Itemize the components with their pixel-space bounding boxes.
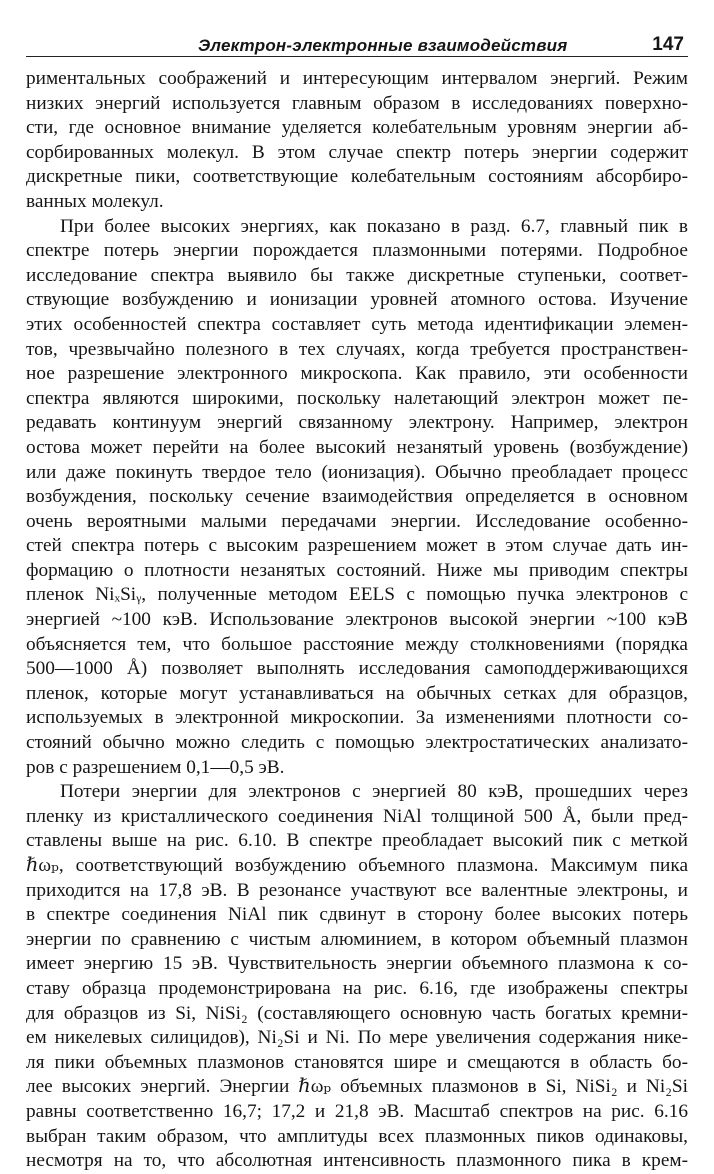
text-line: энергии по сравнению с чистым алюминием, в котором объемный плазмон xyxy=(26,928,688,950)
running-title: Электрон-электронные взаимодействия xyxy=(198,36,568,55)
text-line: пленку из кристаллического соединения NiAl толщиной 500 Å, были пред- xyxy=(26,805,688,827)
text-line: ное разрешение электронного микроскопа. Как правило, эти особенности xyxy=(26,363,688,385)
text-line: используемых в электронной микроскопии. За изменениями плотности со- xyxy=(26,707,688,729)
text-line: для образцов из Si, NiSi₂ (составляющего основную часть богатых кремни- xyxy=(26,1002,688,1024)
text-line: или даже покинуть твердое тело (ионизация). Обычно преобладает процесс xyxy=(26,461,688,483)
body-text xyxy=(26,67,688,1174)
text-line: ставу образца продемонстрирована на рис. 6.16, где изображены спектры xyxy=(26,977,688,999)
paragraph-1 xyxy=(26,67,688,215)
text-line: стей спектра потерь с высоким разрешением может в этом случае дать ин- xyxy=(26,535,688,557)
text-line: ствующие возбуждению и ионизации уровней атомного остова. Изучение xyxy=(26,289,688,311)
text-line: дискретные пики, соответствующие колебательным состояниям абсорбиро- xyxy=(26,166,688,188)
text-line: 500—1000 Å) позволяет выполнять исследования самоподдерживающихся xyxy=(26,658,688,680)
page-header xyxy=(26,34,688,57)
text-line: ставлены выше на рис. 6.10. В спектре преобладает высокий пик с меткой xyxy=(26,830,688,852)
text-line: низких энергий используется главным образом в исследованиях поверхно- xyxy=(26,92,688,114)
text-line: лее высоких энергий. Энергии ℏωₚ объемных плазмонов в Si, NiSi₂ и Ni₂Si xyxy=(26,1076,688,1098)
text-line: ванных молекул. xyxy=(26,190,164,212)
text-line: выбран таким образом, что амплитуды всех плазмонных пиков одинаковы, xyxy=(26,1125,688,1147)
text-line: энергией ~100 кэВ. Использование электронов высокой энергии ~100 кэВ xyxy=(26,609,688,631)
text-line: имеет энергию 15 эВ. Чувствительность энергии объемного плазмона к со- xyxy=(26,953,688,975)
paragraph-2 xyxy=(26,215,688,781)
text-line: спектра являются широкими, поскольку налетающий электрон может пе- xyxy=(26,387,688,409)
text-line: возбуждения, поскольку сечение взаимодействия определяется в основном xyxy=(26,486,688,508)
text-line: риментальных соображений и интересующим интервалом энергий. Режим xyxy=(26,68,688,89)
text-line: ℏωₚ, соответствующий возбуждению объемного плазмона. Максимум пика xyxy=(26,855,688,876)
text-line: спектре потерь энергии порождается плазмонными потерями. Подробное xyxy=(26,240,688,262)
text-line: очень вероятными малыми передачами энергии. Исследование особенно- xyxy=(26,510,688,532)
text-line: в спектре соединения NiAl пик сдвинут в сторону более высоких потерь xyxy=(26,904,688,926)
text-line: ля пики объемных плазмонов становятся шире и смещаются в область бо- xyxy=(26,1051,688,1073)
text-line: несмотря на то, что абсолютная интенсивность плазмонного пика в крем- xyxy=(26,1150,688,1172)
page-number: 147 xyxy=(652,34,684,55)
text-line: этих особенностей спектра составляет суть метода идентификации элемен- xyxy=(26,313,688,335)
text-line: тов, чрезвычайно полезного в тех случаях, когда требуется пространствен- xyxy=(26,338,688,360)
text-line: остова может перейти на более высокий незанятый уровень (возбуждение) xyxy=(26,436,688,458)
text-line: объясняется тем, что большое расстояние между столкновениями (порядка xyxy=(26,633,688,655)
text-line: сти, где основное внимание уделяется колебательным уровням энергии аб- xyxy=(26,117,688,139)
text-line: сорбированных молекул. В этом случае спектр потерь энергии содержит xyxy=(26,141,688,163)
text-line: исследование спектра выявило бы также дискретные ступеньки, соответ- xyxy=(26,264,688,286)
text-line: равны соответственно 16,7; 17,2 и 21,8 эВ. Масштаб спектров на рис. 6.16 xyxy=(26,1100,688,1122)
text-line: стояний обычно можно следить с помощью электростатических анализато- xyxy=(26,732,688,754)
text-line: Потери энергии для электронов с энергией 80 кэВ, прошедших через xyxy=(60,781,688,803)
text-line: пленок, которые могут устанавливаться на обычных сетках для образцов, xyxy=(26,682,688,704)
text-line: При более высоких энергиях, как показано в разд. 6.7, главный пик в xyxy=(60,215,688,237)
text-line: приходится на 17,8 эВ. В резонансе участвуют все валентные электроны, и xyxy=(26,879,688,901)
text-line: ров с разрешением 0,1—0,5 эВ. xyxy=(26,756,285,778)
text-line: формацию о плотности незанятых состояний. Ниже мы приводим спектры xyxy=(26,559,688,581)
text-line: ем никелевых силицидов), Ni₂Si и Ni. По мере увеличения содержания нике- xyxy=(26,1027,688,1049)
text-line: пленок NiₓSiᵧ, полученные методом EELS с помощью пучка электронов с xyxy=(26,584,688,606)
paragraph-3 xyxy=(26,780,688,1174)
text-line: редавать континуум энергий связанному электрону. Например, электрон xyxy=(26,412,688,434)
